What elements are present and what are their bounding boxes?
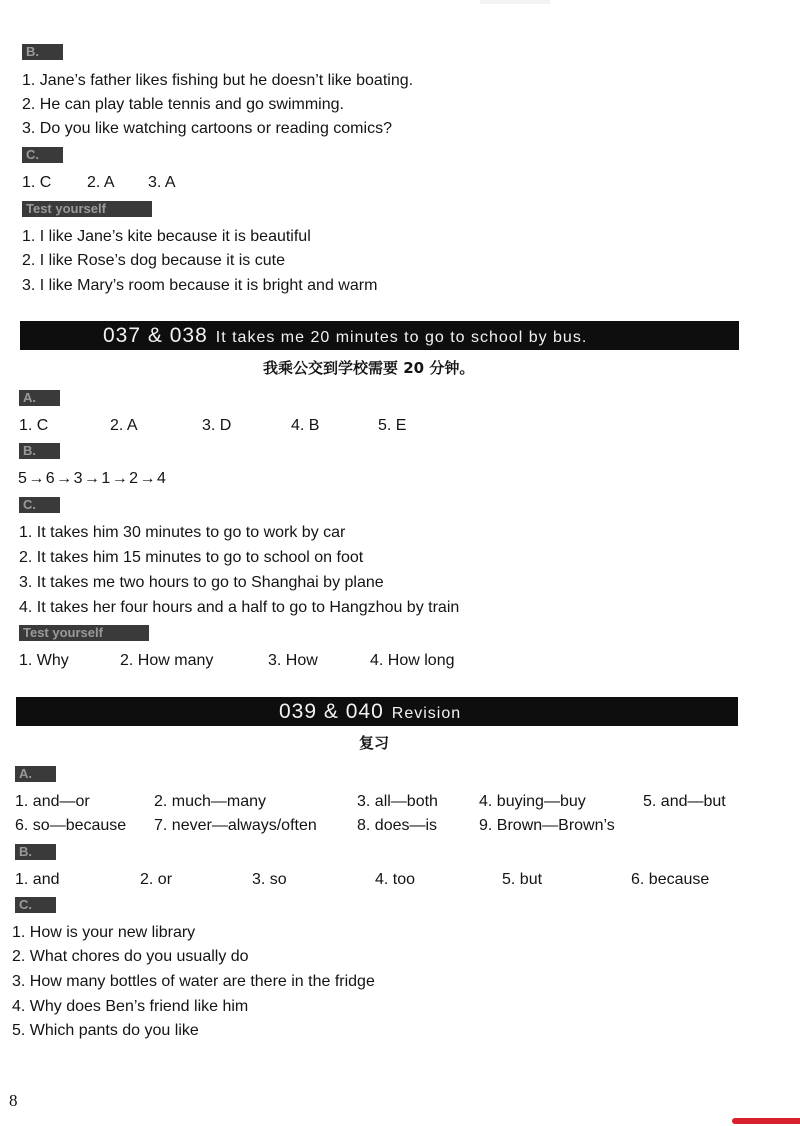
answer-item: 8. does—is xyxy=(357,817,438,834)
section-b-tag: B. xyxy=(22,44,63,60)
answer-line: 1. It takes him 30 minutes to go to work by car xyxy=(19,524,346,541)
answer-line: 4. Why does Ben’s friend like him xyxy=(12,998,249,1015)
answer-item: 2. or xyxy=(140,871,173,888)
answer-item: 1. and xyxy=(15,871,60,888)
answer-line: 1. Jane’s father likes fishing but he doesn’t like boating. xyxy=(22,72,414,89)
answer-item: 3. How xyxy=(268,652,318,669)
unit-number: 039 & 040 xyxy=(279,700,384,723)
answer-item: 7. never—always/often xyxy=(154,817,317,834)
answer-item: 5. but xyxy=(502,871,543,888)
answer-item: 1. C xyxy=(22,174,52,191)
unit-subtitle: 复习 xyxy=(359,734,390,752)
answer-item: 5. and—but xyxy=(643,793,726,810)
section-b-tag: B. xyxy=(19,443,60,459)
section-a-tag: A. xyxy=(15,766,56,782)
answer-item: 3. D xyxy=(202,417,232,434)
order-sequence: 5 → 6 → 3 → 1 → 2 → 4 xyxy=(18,470,166,487)
answer-line: 2. It takes him 15 minutes to go to school on foot xyxy=(19,549,364,566)
unit-title: It takes me 20 minutes to go to school by bus. xyxy=(215,329,588,346)
answer-item: 4. B xyxy=(291,417,320,434)
answer-item: 2. How many xyxy=(120,652,214,669)
test-yourself-tag: Test yourself xyxy=(19,625,149,641)
answer-item: 5. E xyxy=(378,417,407,434)
answer-line: 2. I like Rose’s dog because it is cute xyxy=(22,252,285,269)
answer-line: 1. How is your new library xyxy=(12,924,196,941)
answer-item: 2. A xyxy=(110,417,138,434)
unit-number: 037 & 038 xyxy=(103,324,208,347)
answer-line: 4. It takes her four hours and a half to go to Hangzhou by train xyxy=(19,599,460,616)
answer-line: 3. How many bottles of water are there in the fridge xyxy=(12,973,375,990)
section-c-tag: C. xyxy=(15,897,56,913)
section-c-tag: C. xyxy=(22,147,63,163)
answer-item: 2. much—many xyxy=(154,793,267,810)
unit-title: Revision xyxy=(391,705,462,722)
unit-banner xyxy=(20,321,739,350)
unit-banner xyxy=(16,697,738,726)
page-number: 8 xyxy=(9,1091,18,1110)
answer-line: 3. I like Mary’s room because it is bright and warm xyxy=(22,277,378,294)
answer-item: 6. because xyxy=(631,871,710,888)
answer-item: 9. Brown—Brown’s xyxy=(479,817,615,834)
answer-line: 2. He can play table tennis and go swimming. xyxy=(22,96,344,113)
scan-smudge xyxy=(480,0,550,4)
answer-item: 1. C xyxy=(19,417,49,434)
answer-item: 3. A xyxy=(148,174,176,191)
section-c-tag: C. xyxy=(19,497,60,513)
answer-line: 1. I like Jane’s kite because it is beautiful xyxy=(22,228,311,245)
accent-mark xyxy=(732,1118,800,1124)
answer-item: 1. Why xyxy=(19,652,69,669)
answer-item: 4. too xyxy=(375,871,416,888)
answer-item: 3. all—both xyxy=(357,793,438,810)
answer-line: 2. What chores do you usually do xyxy=(12,948,249,965)
answer-item: 3. so xyxy=(252,871,287,888)
answer-item: 6. so—because xyxy=(15,817,127,834)
answer-line: 3. It takes me two hours to go to Shanghai by plane xyxy=(19,574,384,591)
section-b-tag: B. xyxy=(15,844,56,860)
answer-line: 3. Do you like watching cartoons or reading comics? xyxy=(22,120,392,137)
test-yourself-tag: Test yourself xyxy=(22,201,152,217)
unit-subtitle: 我乘公交到学校需要 20 分钟。 xyxy=(263,359,475,377)
answer-item: 4. How long xyxy=(370,652,455,669)
answer-item: 4. buying—buy xyxy=(479,793,586,810)
section-a-tag: A. xyxy=(19,390,60,406)
answer-item: 1. and—or xyxy=(15,793,90,810)
answer-line: 5. Which pants do you like xyxy=(12,1022,199,1039)
answer-item: 2. A xyxy=(87,174,115,191)
